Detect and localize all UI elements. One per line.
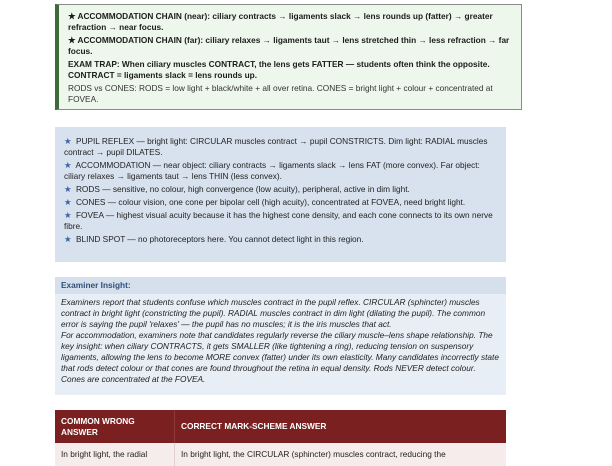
summary-item: ★ RODS — sensitive, no colour, high convergence (low acuity), peripheral, active in dim light. xyxy=(64,184,410,194)
star-icon: ★ xyxy=(64,184,72,194)
star-icon: ★ xyxy=(64,160,72,170)
key-point-far: ★ ACCOMMODATION CHAIN (far): ciliary relaxes → ligaments taut → lens stretched thin → less refraction → far focus. xyxy=(68,35,510,56)
examiner-paragraph: For accommodation, examiners note that candidates regularly reverse the ciliary muscle–lens shape relationship. The key insight: when ciliary CONTRACTS, it gets SMALLER (like tightening a ring), reducing tension on suspensory ligaments, allowing the lens to become MORE convex (fatter) under its own elasticity. Many candidates incorrectly state that rods detect colour or that cones are found throughout the retina in equal density. Rods NEVER detect colour. Cones are concentrated at the FOVEA. xyxy=(61,330,499,384)
summary-box xyxy=(55,127,506,262)
rods-vs-cones: RODS vs CONES: RODS = low light + black/white + all over retina. CONES = bright light + colour + concentrated at FOVEA. xyxy=(68,83,493,104)
examiner-insight-body xyxy=(55,294,506,388)
header-correct-answer: CORRECT MARK-SCHEME ANSWER xyxy=(175,410,507,443)
common-mistakes-table xyxy=(55,410,506,466)
correct-answer-cell: In bright light, the CIRCULAR (sphincter) muscles contract, reducing the xyxy=(175,443,507,466)
summary-item: ★ CONES — colour vision, one cone per bipolar cell (high acuity), concentrated at FOVEA, need bright light. xyxy=(64,197,466,207)
star-icon: ★ xyxy=(68,35,76,45)
key-points-box xyxy=(55,4,522,110)
examiner-paragraph: Examiners report that students confuse which muscles contract in the pupil reflex. CIRCULAR (sphincter) muscles contract in bright light (constricting the pupil). RADIAL muscles contract in dim light (dilating the pupil). The common error is saying the pupil 'relaxes' — the pupil has no muscles; it is the iris muscles that act. xyxy=(61,297,486,329)
table-row xyxy=(55,443,506,466)
star-icon: ★ xyxy=(64,210,72,220)
summary-item: ★ FOVEA — highest visual acuity because it has the highest cone density, and each cone connects to its own nerve fibre. xyxy=(64,210,493,231)
exam-trap: EXAM TRAP: When ciliary muscles CONTRACT, the lens gets FATTER — students often think the opposite. CONTRACT = ligaments slack = lens rounds up. xyxy=(68,59,490,80)
summary-item: ★ PUPIL REFLEX — bright light: CIRCULAR muscles contract → pupil CONSTRICTS. Dim light: RADIAL muscles contract → pupil DILATES. xyxy=(64,136,488,157)
header-wrong-answer: COMMON WRONG ANSWER xyxy=(55,410,175,443)
star-icon: ★ xyxy=(68,11,76,21)
wrong-answer-cell: In bright light, the radial xyxy=(55,443,175,466)
table-header-row xyxy=(55,410,506,443)
summary-item: ★ ACCOMMODATION — near object: ciliary contracts → ligaments slack → lens FAT (more convex). Far object: ciliary relaxes → ligaments taut → lens THIN (less convex). xyxy=(64,160,480,181)
star-icon: ★ xyxy=(64,197,72,207)
star-icon: ★ xyxy=(64,234,72,244)
examiner-insight-title: Examiner Insight: xyxy=(55,277,506,294)
summary-item: ★ BLIND SPOT — no photoreceptors here. You cannot detect light in this region. xyxy=(64,234,364,244)
examiner-insight-box xyxy=(55,277,506,395)
star-icon: ★ xyxy=(64,136,72,146)
key-point-near: ★ ACCOMMODATION CHAIN (near): ciliary contracts → ligaments slack → lens rounds up (fatter) → greater refraction → near focus. xyxy=(68,11,493,32)
